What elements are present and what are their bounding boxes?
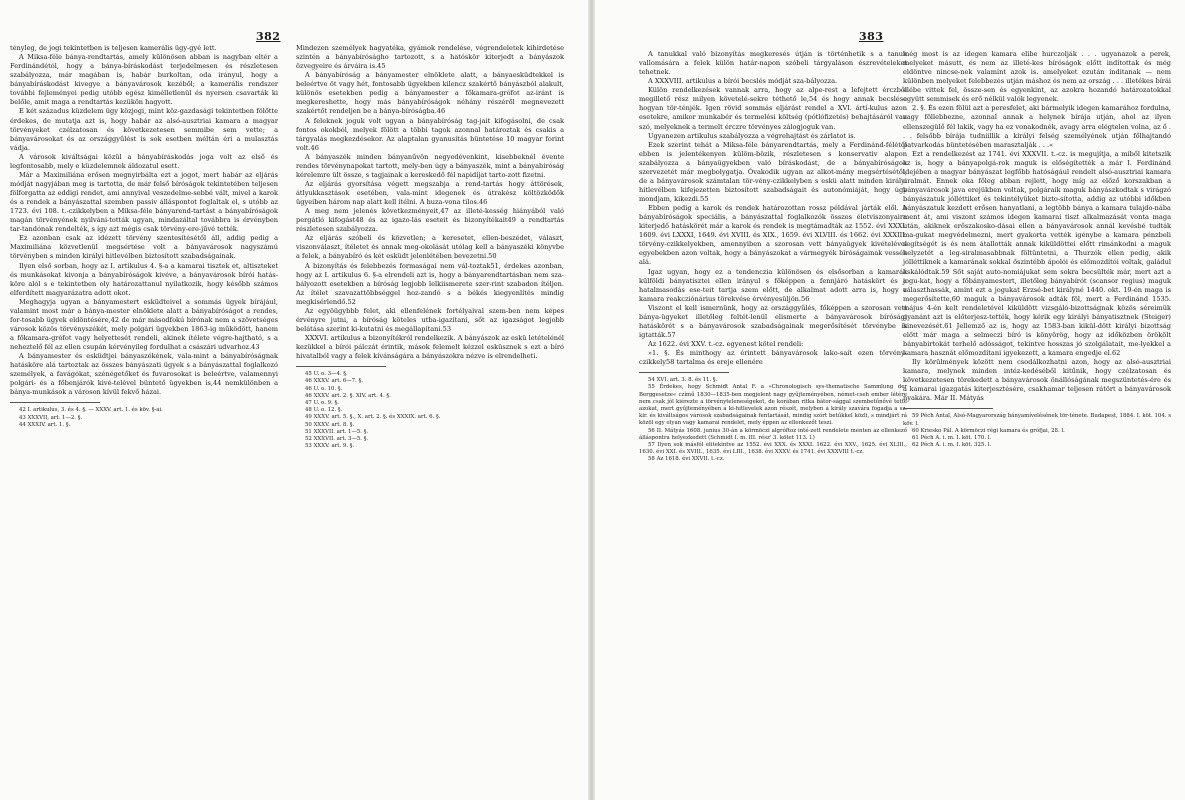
paragraph: Ezt a rendelkezést az 1741. évi XXXVII. t.-cz. is megujítja, a miből kitetszik az is, hogy a bányapolgá-rok maguk is előségítették a már I. Ferdinánd idejében a magyar bányászat legfőbb hatóságául rendelt alsó-ausztriai kamara uralmát. Ennek oka főleg abban rejlett, hogy míg az előző korszakban a bányavárosok java erejükben voltak, polgáraik maguk bányászkodtak s virágzó bányászatuk jólléttiket és tekintélyüket bizto-sította, addig az utóbbi időkben bányászatuk kezdett erősen hanyatlani, a legtöbb bánya a kamara tulajdo-nába ment át, ami viszont számos idegen kamarai tiszt alkalmazását vonta maga után, akiknek erőszakosko-dásai ellen a bányavárosok annál kevésbé tudták ma-gukat megvédelmezni, mert gyakorta vették igénybe a kamara pénzbeli segítségét is és nem átallották annak kiküldöttei előtt rimánkodni a maguk helyzetét a leg-siralmasabbnak föltüntetni, a Thurzók ellen pedig, akik jólléttiknek a kamarának sokkal őszintébb ápolói és előmozdítói voltak, galádul áskálódtak.59 Sőt saját auto-nomiájukat sem sokra becsülték már, mert azt a jogu-kat, hogy a főbányamestert, illetőleg bányabírót (scansor regius) maguk választhassák, amint ezt a jogukat Erzsé-bet királyné 1440. okt. 19-én maga is megerősítette,60 maguk a bányavárosok adták föl, mert a Ferdinánd 1535. május 4-én kelt rendeletével kiküldött vizsgáló-bizottságnak közös séreimük gyanánt azt is előterjesz-tették, hogy kérik egy királyi bányatisztnek (Steiger) kinevezését.61 Jellemző az is, hogy az 1583-ban kikül-dött királyi bizottság előtt már maga a selmeczi bíró is könyörög, hogy az időközben örökölt bányabirtokát terhelő adósságot, tekintve hosszas jó szolgálatait, me-lyekkel a kamara hasznát előmozdítani igyekezett, a kamara engedje el.62 <box>903 149 1171 358</box>
paragraph: A tanukkal való bizonyítás megkeresés útján is történhetik s a tanuk vallomására a felek külön határ-napon szóbeli tárgyaláson észrevételeket tehetnek. <box>639 50 907 77</box>
paragraph: Az egyöügybbb felet, aki ellenfelének fortélyaival szem-ben nem képes érvényre jutni, a bíróság köteles utba-igazítani, sőt az igazságot legjobb belátása szerint ki-kutatni és megállapítani.53 <box>296 306 564 333</box>
right-page-column-1 <box>639 50 907 464</box>
paragraph: A feleknek joguk volt ugyan a bányabíróság tag-jait kifogásolni, de csak fontos okokból, melyek fölött a többi tagok azonnal határoztak és csakis a tárgyalás megkezdésekor. Az alaptalan gyanusítás büntetése 10 magyar forint volt.46 <box>296 116 564 152</box>
footnote: 50 XXXV. art. 8. §. <box>305 421 355 428</box>
paragraph: Mindezen személyek hagyatéka, gyámok rendelése, végrendeletek kihirdetése szintén a bányabíróságho tartozott, s a hatóskör kiterjedt a bányászok özvegyeire és árváira is.45 <box>296 44 564 71</box>
page-number-left: 382 <box>256 30 281 43</box>
paragraph: Ilyen első sorban, hogy az I. artikulus 4. §-a a kamarai tisztek et, altiszteket és munkásokat kivonja a bányabíróságok kivéve, a bányavárosok bírói hatás-köre alól s e tekintetben oly határozattanul nyilatkozik, hogy később számos elferdített magyarázatra adott okot. <box>10 261 278 297</box>
footnote: 52 XXXVII. art. 3—5. §. <box>305 436 369 443</box>
footnote: 46 XXXV. art. 2. §. XIV. art. 4. §. <box>305 392 391 399</box>
footnote: 57 Ilyen sok másfól elitekintve az 1552. évi XXX. és XXXI. 1622. évi XXV., 1625. évi XLIII., 1630. évi XXI. és XVIII., 1635. évi LIII., 1638. évi XXXV. és 1741. évi XXXVIII t.-cz. <box>639 442 907 456</box>
paragraph: Ez azonban csak az idézett törvény szentesítésétől áll, addig pedig a Maximiliána közvetlenül megsértése volt a bányavárosok nagyszámú törvényben s minden királyi hitlevélben biztosított szabadságainak. <box>10 234 278 261</box>
footnote-divider <box>639 372 729 373</box>
paragraph: Az eljárás szóbeli és közvetlen; a keresetet, ellen-beszédet, választ, viszonválaszt, ítéletet és annak meg-okolását utólag kell a bányaszéki könyvbe a felek, a bányabíró és két esküdt jelenlétében bevezetni.50 <box>296 234 564 261</box>
footnote: 51 XXXVII. art. 1—5. §. <box>305 428 369 435</box>
footnote: 54 XVI. art. 3. 8. és 11. §. <box>648 377 718 384</box>
paragraph: még most is az idegen kamara elibe hurczolják . . . ugyanazok a perek, melyeket másutt, és nem az illeté-kes bíróságok előtt indítottak és még eldöntve nincse-nek valamint azok is. amelyeket ezután inditanak — nem különben melyeket felebbezés utján máshoz és nem az ország . . . illetékes bírái elébe vittek fel, össze-sen és egyenkint, az azokra hozandó határozatokkal együtt semmisek és erő nélkül valók legyenek. <box>903 50 1171 104</box>
paragraph: tényleg, de jogi tekintetben is teljesen kamerális ügy-gyé lett. <box>10 44 217 52</box>
footnote-divider <box>296 366 386 367</box>
left-page-column-1 <box>10 44 278 429</box>
paragraph: Igaz ugyan, hogy ez a tendenczia különösen és elsősorban a kamarák külföldi bányatisztei ellen irányul s főképpen a fennjáró hatáskört és a hatalmasodás ese-teit tartja szem előtt, de alkalmat adott arra is, hogy a kamara reakcziónárius törekvése érvényesüljön.56 <box>639 267 907 303</box>
paragraph: A városok kiváltságai közül a bányabíráskodás joga volt az első és legfontosabb, mely e küzdelemnek áldozatul esett. <box>10 152 278 170</box>
paragraph: A bányaszék minden bányanűvön negyedévenkint, kisebbeknél évente rendes törvénynapokat tartott, mely-ben úgy a bányaszék, mint a bányabíróság kérelemre ült össze, s tagjainak a kereskedő fél napidíjat tarto-zott fizetni. <box>296 152 564 179</box>
paragraph: Viszont el kell ismernünk, hogy az országgyűlés, főképpen a szorosan vett bánya-ügyeket illetőleg feltét-lenül elismerte a bányavárosok bírósági hatáskörét s a bányavárosok szabadságainak megerősítését törvénybe is igtatták.57 <box>639 303 907 339</box>
footnote-divider <box>10 402 100 403</box>
paragraph: 2. §. És ezen fölül azt a peresfelet, aki bármelyik idegen kamarához fordulna, vagy föllebbezne, azonnal annak a helynek bírája utján, ahol az ilyen ellenszegülő fél lakik, vagy ha ez vonakodnék, avagy arra elégtelen volna, az ő . . . felsőbb bírája tudniillik a királyi felség személyének utján főlhajtandó patvarkodás büntetésében marasztalják . . .« <box>903 104 1171 149</box>
footnote: 44 XXXIV. art. 1. §. <box>19 421 71 428</box>
footnote: 46 XXXV. art. 6—7. §. <box>305 378 363 385</box>
paragraph: Ezek szerint tehát a Miksa-féle bányarendtartás, mely a Ferdinánd-félétől ebben is jelentékenyen külöm-bözik, részletesen s konservativ alapon szabályozza a bányaügyekben való bíráskodást, de a bányabíróságok szervezetét már megbolygatja. Óvakodik ugyan az alkot-mány megsértésétől, de a bányavárosok számtalan tör-vény-czikkelyben s eskü alatt minden királyi hitlevélben kifejezetten biztosított szabadságait és autonómiáját, hogy úgy mondjam, kikezdi.55 <box>639 140 907 203</box>
footnote: 60 Kriesko Pál. A körmöczi régi kamara és grófjai, 28. l. <box>912 427 1065 434</box>
paragraph: Külön rendelkezések vannak arra, hogy az alpe-rest a lefejtett érczből megillető rész milyen követelé-sekre téthető le,54 és hogy annak becslése hogyan tör-ténjék. Igen rövid sommás eljárást rendel a XVI. ártí-kulus azon esetekre, amikor munkabér és termelési költség (pótlófizetés) behajtásáról van szó, melyeknek a termelt érczre törvényes zálogjoguk van. <box>639 86 907 131</box>
paragraph: XXXVI. artikulus a bizonyítékról rendelkezik. A bányászok az eskü letételénél kezükkel a bírói pálczát érintik, mások felemelt kézzel esküsznek s ezt a bíró hivatalból vagy a felek kívánságára a bányászokra nézve is elrendelheti. <box>296 334 564 361</box>
paragraph: E két századus küzdelem ügy közjogi, mint köz-gazdasági tekintetben fölötte érdekes, de mutatja azt is, hogy habár az alsó-ausztriai kamara a magyar törvényeket czélzatosan és következetesen semmibe sem vette; a bányavárosokat és az országgyűlést is sok esetben méltán éri a mulasztás vádja. <box>10 107 278 152</box>
paragraph: Az 1622. évi XXV. t.-cz. egyenest kötel rendeli: <box>648 340 804 348</box>
paragraph: Ugyanezen artikulus szabályozza a végrehajtást és zárlatot is. <box>648 131 856 140</box>
left-page <box>0 0 590 800</box>
footnote: 56 II. Mátyás 1608. junius 30-án a körmöczi algróftoz inté-zett rendelete menten az ellenkező álláspontra helyezkedett (Schmidt I. m. III. rész' 3. kötet 113. l.) <box>639 427 907 441</box>
footnote: 46 U. o. 10. §. <box>305 385 343 392</box>
footnote: 47 U. o. 9. §. <box>305 400 339 406</box>
paragraph: Ebben pedig a karok és rendek határozottan rossz példával járták elől. A bányabíróságok speciális, a bányászattal foglalkozók összes életviszonyaira kiterjedő hatáskörét már a karok és rendek is megtámadták az 1552. évi XXXI. 1609. évi LXXXI, 1649. évi XVIII. és XIX., 1659. évi XLVIII. és 1662. évi XXXIII. törvény-czikkelyekben, amennyiben a szorosan vett bányaügyek kivételével egyebekben azon voltak, hogy a bányászokat a vármegyék bíróságainak vessék alá. <box>639 204 907 267</box>
paragraph: A XXXVIII. artikulus a bírói becslés módját sza-bályozza. <box>648 77 838 86</box>
paragraph: Ily körülmények között nem csodálkozhatni azon, hogy az alsó-ausztriai kamara, melynek minden intéz-kedéséből kitűnik, hogy czélzatosan és következetesen törekedett a bányavárosok önállóságának megszüntetés-ére és a kamarai igazgatás kiterjesztésére, csakhamar teljesen rátört a bányavárosok nyakára. Már II. Mátyás <box>903 358 1171 403</box>
footnote: 62 Péch A. i. m. I. köt. 325. l. <box>912 442 992 449</box>
paragraph: Az eljárás gyorsítása végett megszabja a rend-tartás hogy áttörések, átlyukkasztások esetében, vala-mint idegenek és útrakész költözködők ügyeiben három nap alatt kell ítélni. A huza-vona tilos.46 <box>296 179 564 207</box>
paragraph: A meg nem jelenés következményeit,47 az illeté-kesség hiányából való pergátló kifogást48 és az igazo-lás eseteit és bizonyítékait49 a rendtartás részletesen szabályozza. <box>296 207 564 234</box>
paragraph: A bizonyítás és felebbezés formaságai nem vál-toztak51, érdekes azonban, hogy az I. artikulus 6. §-a elrendeli azt is, hogy a bányarendtartásban nem sza-bályozott esetekben a bíróság legjobb lelkiismerete szer-rint szabadon ítéljen. Az ítélet szavazattöbbséggel hoz-zandó s a békés kiegyenlítés mindig megkísérlendő.52 <box>296 261 564 306</box>
paragraph: Már a Maximiliána erősen megnyirbálta ezt a jogot, mert habár az eljárás módját nagyjában meg is tartotta, de már felső bíróságok tekintetében teljesen fölforgatta az eddigi rendet, ami annyival veszedelme-sebbé vált, mivel a karok és a rendek a bányászattal szemben passiv álláspontot foglaltak el, s utóbb az 1723. évi 108. t.-czikkelyben a Miksa-féle bányarend-tartást a bányabíróságok magán törvényének nyilváni-tották ugyan, mindazáltal továbbra is érvényben tar-tandónak rendelték, s így azt mégis csak törvény-ere-jűvé tették. <box>10 170 278 234</box>
page-number-right: 383 <box>859 30 884 43</box>
footnote: 59 Péch Antal, Alsó-Magyarország bányamívelésének tör-ténete. Budapest, 1884. I. köt. 104. s köv. l. <box>903 413 1171 427</box>
footnote: 58 Az 1618. évi XXVII. t.-cz. <box>648 456 725 463</box>
footnote-divider <box>903 408 993 409</box>
left-page-column-2 <box>296 44 564 450</box>
paragraph: A bányabíróság a bányamester elnöklete alatt, a bányaesküdtekkel is beleértve öt vagy hét, fontosabb ügyekben kilencz szakértő bányászból alakult, különös esetekben pedig a bányamester a főkamara-grófot az-iránt is megkereshette, hogy más bányabíróságok néhány részéről megnevezett szakértőt rendeljen be a bánya-bíróságba.46 <box>296 71 564 116</box>
paragraph: Meghagyja ugyan a bányamestert esküdteivel a sommás ügyek bírájául, valamint most már a bánya-mester elnöklete alatt a bányabíróságot a rendes, for-tosabb ügyek eldöntésére,42 de már másodfokú bírónak nem a szövetséges városok közös törvényszékét, mely polgári ügyekben 1863-ig működött, hanem a főkamara-grófot vagy helyettesét rendeli, akinek ítélete végre-hajtható, s a neheztelő fél az ellen csupán kérvényileg fordulhat a császári udvarhoz.43 <box>10 297 278 352</box>
paragraph: A bányamester és esküdtjei bányaszékének, vala-mint a bányabíróságnak hatásköre alá tartoztak az összes bányászati ügyek s a bányászattal foglalkozó személyek, a favágókat, szénégetőket és fuvarosokat is beleértve, valamennyi polgári- és a főbenjárók kivé-telével büntető ügyekben is,44 nemkülönben a bánya-munkások a városon kívül fekvő házai. <box>10 352 278 397</box>
paragraph: »1. §. És minthogy az érintett bányavárosok lako-saít ezen törvény-czikkely58 tartalma és ereje ellenére <box>639 349 907 367</box>
footnote: 42 I. artikulus, 3. és 4. §. — XXXV. art. 1. és köv. §-ai. <box>19 407 163 414</box>
footnote: 61 Péch A. i. m. I. köt. 170. l. <box>912 435 992 442</box>
right-page-column-2 <box>903 50 1171 449</box>
footnote: 49 XXXV. art. 5. §., X. art. 2. §. és XXXIX. art. 6. §. <box>305 414 441 421</box>
footnote: 45 U. o. 3—4. §. <box>305 371 348 378</box>
footnote: 53 XXXV. art. 9. §. <box>305 443 355 450</box>
footnote: 48 U. o. 12. §. <box>305 407 343 414</box>
footnote: 43 XXXVII, art. 1—2. §. <box>19 414 83 421</box>
footnote: 55 Érdekes, hogy Schmidt Antal F. a »Chronologisch sys-thematische Sammlung der Berggesetze« czímű 1830—1835-ben megjelent nagy gyűjteményében, német-cseh ember létére nem csak jól kiérezte a törvényteleneségeket, de korában ritka bátor-sággal szembetűnővé tette azokat, mert gyűjteményében a ki-hitlevelek azon részét, melyben a király szavára fogadja a sz. kir. és kiváltságos városok szabadságainak fentartását, mindig szórt betűkkel közli, s mindjárt rá közöl egy olyan vagy kamarai rendelet, mely éppen az ellenkezőt teszi. <box>639 384 907 427</box>
right-page <box>595 0 1185 800</box>
paragraph: A Miksa-féle bánya-rendtartás, amely különösen abban is nagyban eltér a Ferdinándétól, hogy a bánya-bíráskodást terjedelmesen és részletesen szabályozza, már magában is, habár burkoltan, oda irányul, hogy a bányabíráskodást kivegye a bányavárosok kezéből; a kamerális rendszer további fejleményei pedig utóbb egész kimélletlenül és nyersen csavarták ki belőle, amit maga a rendtartás kezükön hagyott. <box>10 53 278 107</box>
